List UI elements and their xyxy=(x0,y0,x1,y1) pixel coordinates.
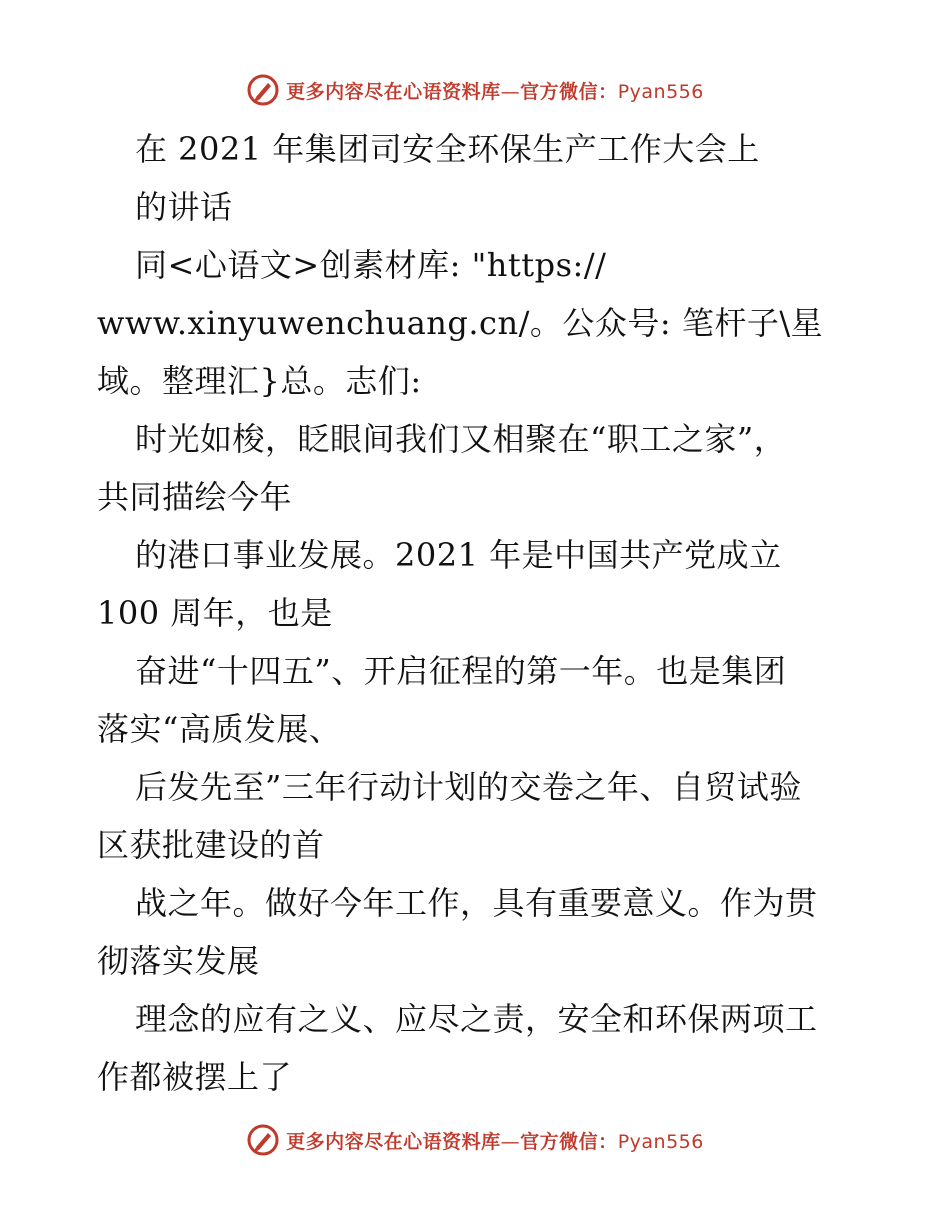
text-line: 落实“高质发展、 xyxy=(97,710,342,748)
text-line: 时光如梭，眨眼间我们又相聚在“职工之家”， xyxy=(135,420,787,458)
footer-watermark-banner xyxy=(0,1120,950,1160)
text-line: 区获批建设的首 xyxy=(97,826,325,864)
text-line: 同<心语文>创素材库: "https:// xyxy=(135,246,607,284)
document-body xyxy=(97,120,877,1106)
pen-logo-icon xyxy=(246,73,280,107)
watermark-text: 更多内容尽在心语资料库—官方微信：Pyan556 xyxy=(286,1130,704,1153)
text-line: 共同描绘今年 xyxy=(97,478,293,516)
text-line: 战之年。做好今年工作，具有重要意义。作为贯 xyxy=(135,884,818,922)
text-line: 的港口事业发展。2021 年是中国共产党成立 xyxy=(135,536,782,574)
header-watermark-banner xyxy=(0,70,950,110)
text-line: 彻落实发展 xyxy=(97,942,260,980)
pen-logo-icon xyxy=(246,1123,280,1157)
text-line: www.xinyuwenchuang.cn/。公众号: 笔杆子\星 xyxy=(97,304,824,342)
text-line: 域。整理汇}总。志们: xyxy=(97,362,422,400)
text-line: 奋进“十四五”、开启征程的第一年。也是集团 xyxy=(135,652,787,690)
text-line: 作都被摆上了 xyxy=(97,1058,293,1096)
text-line: 后发先至”三年行动计划的交卷之年、自贸试验 xyxy=(135,768,802,806)
watermark-text: 更多内容尽在心语资料库—官方微信：Pyan556 xyxy=(286,80,704,103)
text-line: 理念的应有之义、应尽之责，安全和环保两项工 xyxy=(135,1000,818,1038)
text-line: 在 2021 年集团司安全环保生产工作大会上 xyxy=(135,130,760,168)
text-line: 的讲话 xyxy=(135,188,233,226)
text-line: 100 周年，也是 xyxy=(97,594,333,632)
